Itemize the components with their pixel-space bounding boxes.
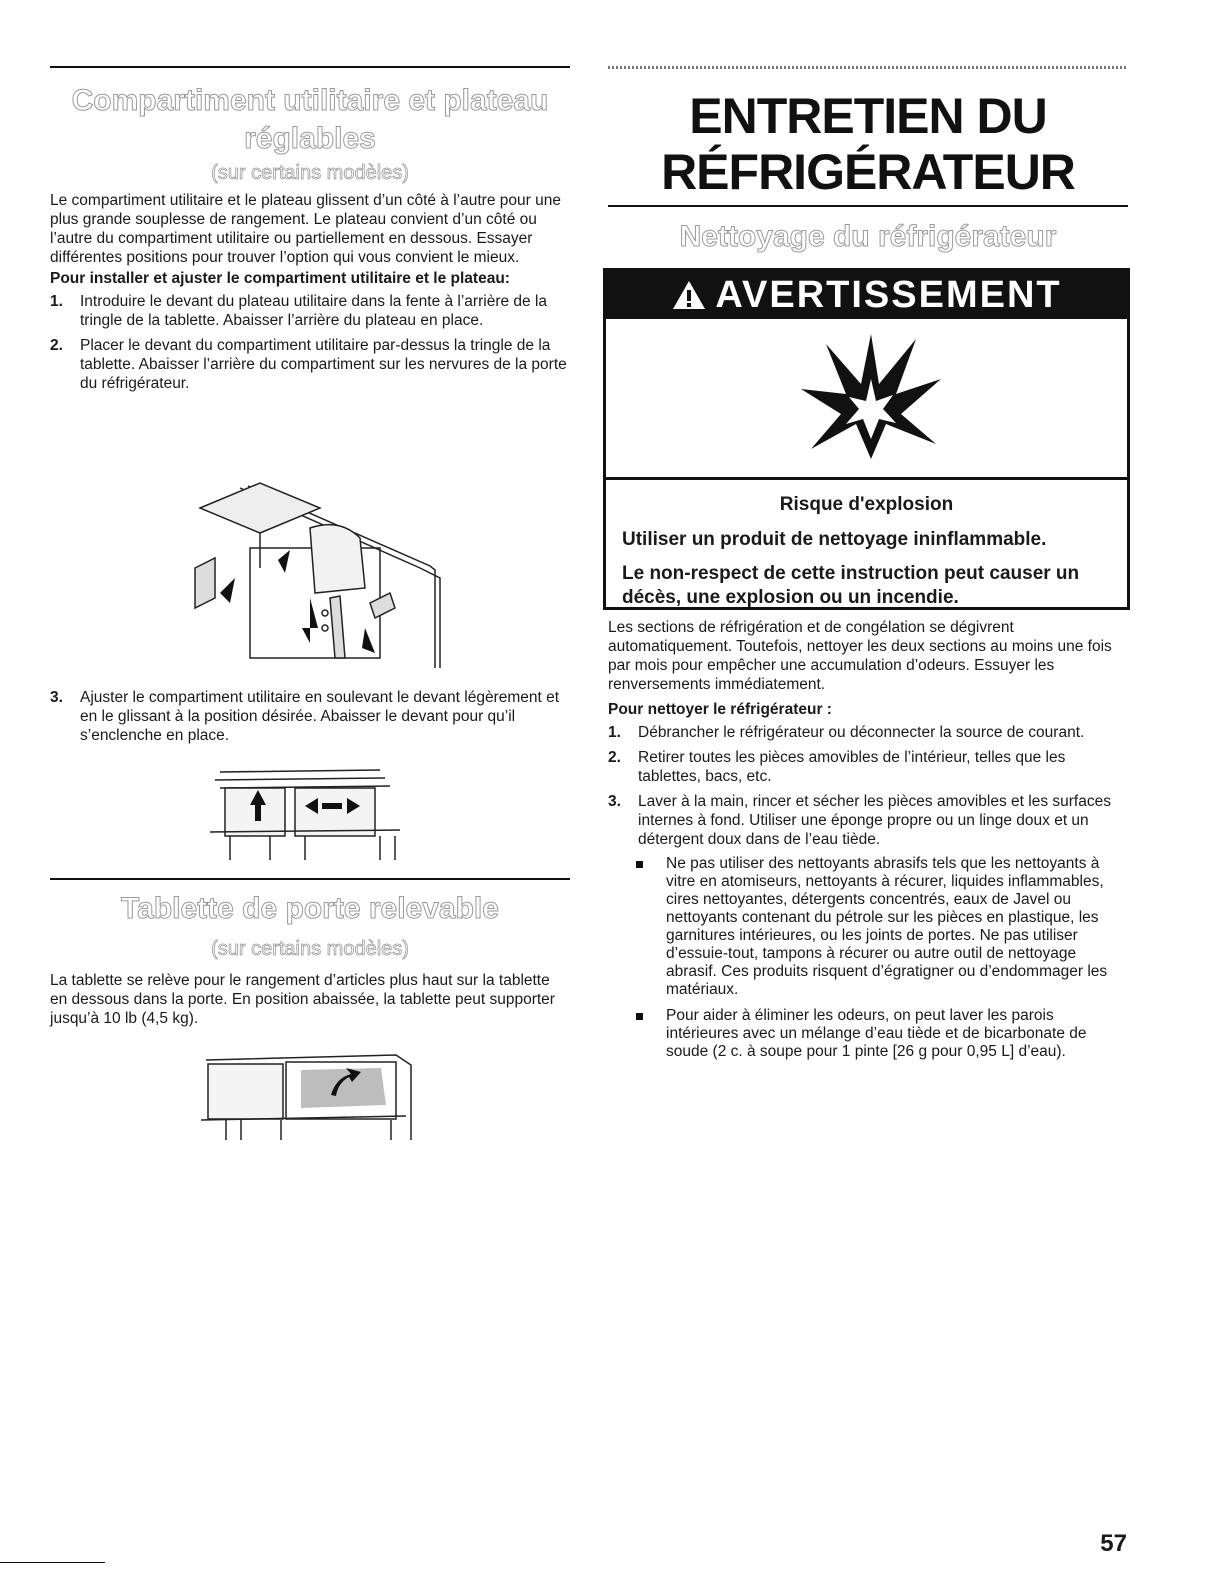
section-subtitle: (sur certains modèles) <box>211 162 409 184</box>
hazard-title: Risque d'explosion <box>779 494 954 515</box>
divider-rule-right <box>608 205 1128 207</box>
flip-shelf-paragraph: La tablette se relève pour le rangement d’articles plus haut sur la tablette en dessous dans la porte. En position abaissée, la tablette peut supporter jusqu’à 10 lb (4,5 kg). <box>50 972 555 1027</box>
page-number: 57 <box>1100 1530 1127 1557</box>
section-flip-shelf <box>50 890 570 1028</box>
divider-rule-left <box>50 878 570 880</box>
explosion-icon-area <box>606 319 1127 480</box>
steps-list <box>50 292 570 393</box>
intro-paragraph: Le compartiment utilitaire et le plateau glissent d’un côté à l’autre pour une plus grande souplesse de rangement. Le plateau convient d’un côté ou l’autre du compartiment utilitaire ou partiellement en dessous. Essayer différentes positions pour trouver l’option qui vous convient le mieux. <box>50 192 561 266</box>
list-item: 2. Retirer toutes les pièces amovibles de l’intérieur, telles que les tablettes, bacs, etc. <box>608 749 1066 785</box>
list-item: 2. Placer le devant du compartiment utilitaire par-dessus la tringle de la tablette. Abaisser l’arrière du compartiment sur les nervures de la porte du réfrigérateur. <box>50 337 567 392</box>
warning-triangle-icon <box>671 279 707 311</box>
list-item: 3. Laver à la main, rincer et sécher les pièces amovibles et les surfaces internes à fond. Utiliser une éponge propre ou un linge doux et un détergent doux dans de l’eau tiède. <box>608 793 1111 848</box>
warning-label: AVERTISSEMENT <box>715 273 1062 316</box>
warning-line1: Utiliser un produit de nettoyage ininflammable. <box>622 529 1047 550</box>
section-title-line1: Compartiment utilitaire et plateau <box>71 84 549 117</box>
top-rule-left <box>50 66 570 68</box>
steps-heading: Pour nettoyer le réfrigérateur : <box>608 701 832 718</box>
utility-compartment-illustration <box>190 478 450 676</box>
top-rule-right <box>608 66 1128 69</box>
warning-box <box>603 268 1130 610</box>
page-title: ENTRETIEN DU RÉFRIGÉRATEUR <box>661 88 1075 200</box>
main-heading <box>608 88 1128 200</box>
cleaning-section <box>608 618 1128 1069</box>
list-item: 3. Ajuster le compartiment utilitaire en soulevant le devant légèrement et en le glissant à la position désirée. Abaisser le devant pour qu’il s’enclenche en place. <box>50 689 560 744</box>
cleaning-intro: Les sections de réfrigération et de congélation se dégivrent automatiquement. Toutefois, nettoyer les deux sections au moins une fois par mois pour empêcher une accumulation d’odeurs. Essuyer les renversements immédiatement. <box>608 619 1112 693</box>
list-item: 1. Débrancher le réfrigérateur ou déconnecter la source de courant. <box>608 724 1085 741</box>
section-title: Nettoyage du réfrigérateur <box>679 220 1057 253</box>
section-title <box>50 82 570 158</box>
section-title: Tablette de porte relevable <box>121 892 499 925</box>
section-cleaning-title-block <box>608 218 1128 256</box>
flip-shelf-illustration <box>196 1050 416 1142</box>
bottom-left-rule <box>0 1562 105 1563</box>
list-item: 1. Introduire le devant du plateau utilitaire dans la fente à l’arrière de la tringle de la tablette. Abaisser l’arrière du plateau en place. <box>50 293 548 329</box>
bullet-item: Ne pas utiliser des nettoyants abrasifs tels que les nettoyants à vitre en atomiseurs, nettoyants à récurer, liquides inflammables, cires nettoyantes, détergents concentrés, eaux de Javel ou nettoyants contenant du pétrole sur les pièces en plastique, les garnitures intérieures, ou les joints de portes. Ne pas utiliser d’essuie-tout, tampons à récurer ou autre outil de nettoyage abrasif. Ces produits risquent d’égratigner ou d’endommager les matériaux. <box>608 855 1128 999</box>
section-subtitle: (sur certains modèles) <box>211 938 409 960</box>
cleaning-steps <box>608 723 1128 849</box>
warning-header <box>606 271 1127 319</box>
warning-line2: Le non-respect de cette instruction peut causer un décès, une explosion ou un incendie. <box>622 563 1080 608</box>
steps-heading: Pour installer et ajuster le compartiment utilitaire et le plateau: <box>50 270 510 287</box>
cleaning-bullets <box>608 855 1128 1061</box>
section-utility-compartment <box>50 82 570 399</box>
step3-block <box>50 688 570 751</box>
section-title-line2: réglables <box>244 122 376 155</box>
compartiment-adjust-illustration <box>210 760 410 864</box>
explosion-icon <box>801 329 941 469</box>
bullet-item: Pour aider à éliminer les odeurs, on peut laver les parois intérieures avec un mélange d’eau tiède et de bicarbonate de soude (2 c. à soupe pour 1 pinte [26 g pour 0,95 L] d’eau). <box>608 1007 1128 1061</box>
